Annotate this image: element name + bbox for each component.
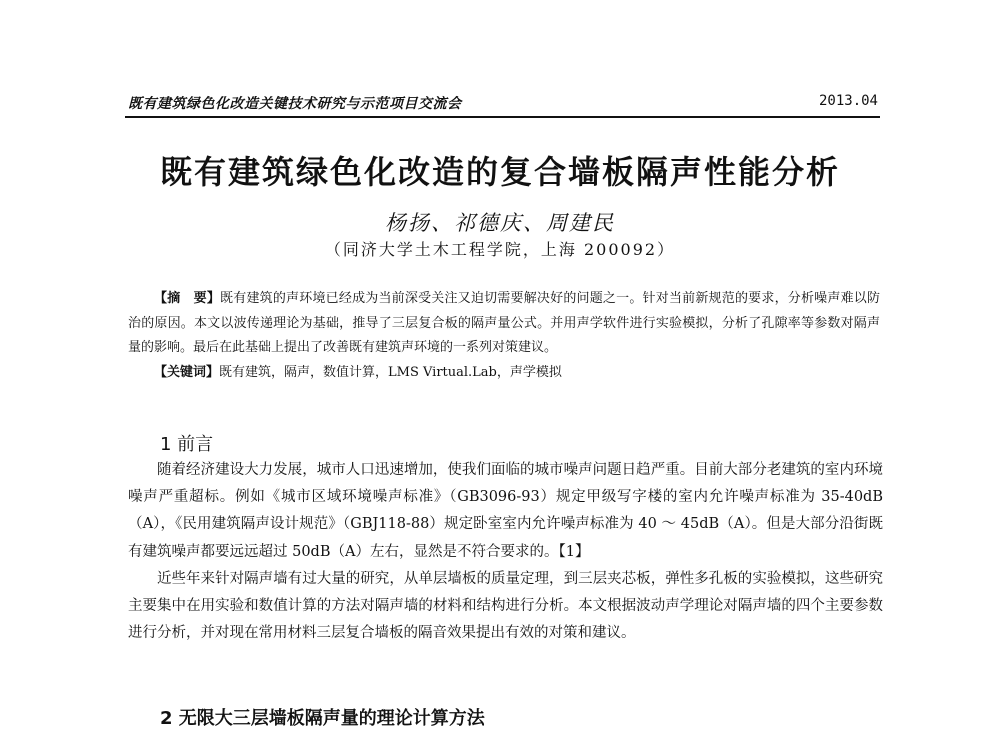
paper-title: 既有建筑绿色化改造的复合墙板隔声性能分析 [159,153,840,191]
section-body-introduction [128,457,883,647]
header-divider [125,116,880,118]
abstract-label: 【摘 要】 [154,291,221,306]
abstract-block [128,287,880,385]
abstract-paragraph [128,287,880,361]
body-paragraph: 近些年来针对隔声墙有过大量的研究，从单层墙板的质量定理，到三层夹芯板，弹性多孔板的实验模拟，这些研究主要集中在用实验和数值计算的方法对隔声墙的材料和结构进行分析。本文根据波动声学理论对隔声墙的四个主要参数进行分析，并对现在常用材料三层复合墙板的隔音效果提出有效的对策和建议。 [128,570,883,642]
keywords-label: 【关键词】 [154,364,220,380]
paper-authors: 杨扬、祁德庆、周建民 [385,211,615,235]
running-header-date: 2013.04 [818,93,878,109]
section-heading-introduction: 1 前言 [160,434,214,455]
body-paragraph: 随着经济建设大力发展，城市人口迅速增加，使我们面临的城市噪声问题日趋严重。目前大部分老建筑的室内环境噪声严重超标。例如《城市区域环境噪声标准》（GB3096-93）规定甲级写字楼的室内允许噪声标准为 35-40dB（A），《民用建筑隔声设计规范》（GBJ118-88）规定卧室室内允许噪声标准为 40 ～ 45dB（A）。但是大部分沿街既有建筑噪声都要远远超过 50dB（A）左右，显然是不符合要求的。【1】 [128,462,883,560]
running-header-journal: 既有建筑绿色化改造关键技术研究与示范项目交流会 [128,96,462,112]
paper-affiliation: （同济大学土木工程学院，上海 200092） [324,240,676,259]
keywords-paragraph [128,361,880,386]
keywords-text: 既有建筑，隔声，数值计算，LMS Virtual.Lab，声学模拟 [219,364,562,380]
section-heading-theory: 2 无限大三层墙板隔声量的理论计算方法 [160,708,485,729]
abstract-text: 既有建筑的声环境已经成为当前深受关注又迫切需要解决好的问题之一。针对当前新规范的要求，分析噪声难以防治的原因。本文以波传递理论为基础，推导了三层复合板的隔声量公式。并用声学软件进行实验模拟，分析了孔隙率等参数对隔声量的影响。最后在此基础上提出了改善既有建筑声环境的一系列对策建议。 [128,291,880,355]
